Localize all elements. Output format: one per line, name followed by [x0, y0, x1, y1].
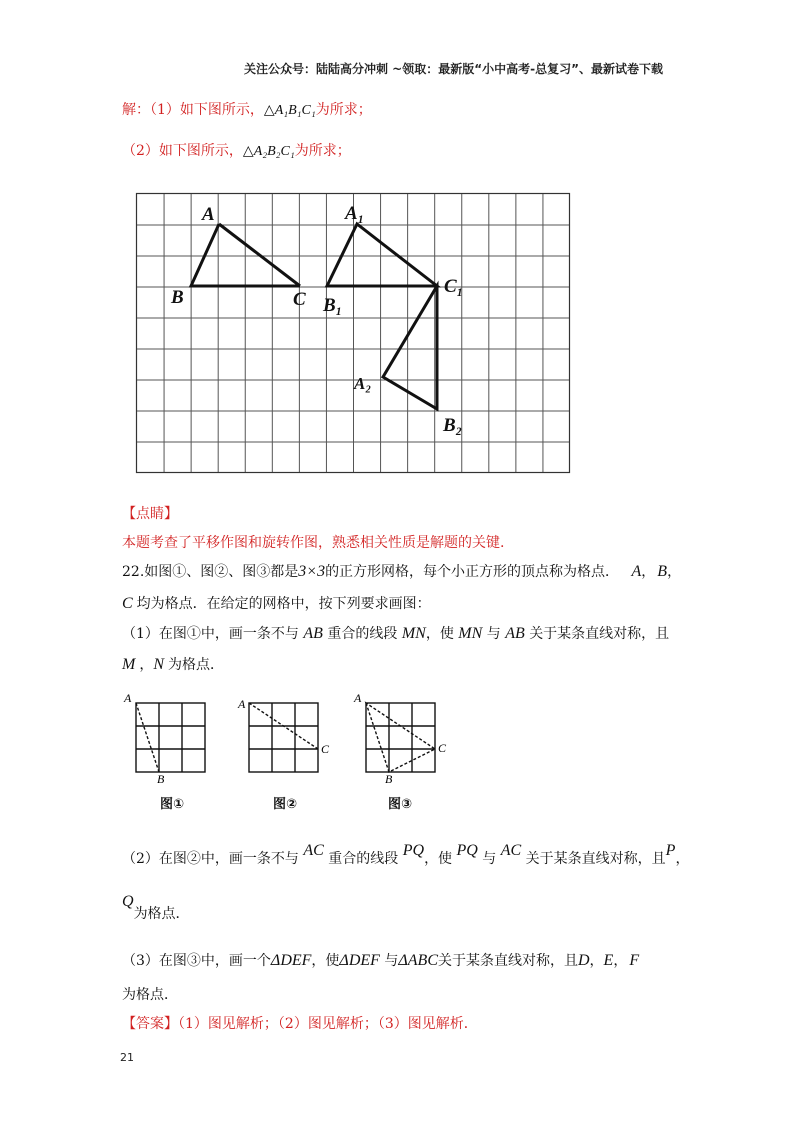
- part3-f: ，: [613, 953, 628, 969]
- part2-line-1: [122, 842, 690, 868]
- problem-grid-size: 3×3: [298, 563, 326, 580]
- label-c1: C₁: [444, 276, 464, 297]
- part2-p: P: [665, 842, 676, 859]
- problem-comma-2: ，: [667, 564, 682, 580]
- part3-def: ΔDEF: [270, 952, 312, 969]
- figure-2-label-c: C: [321, 742, 330, 756]
- part2-d: 与: [482, 851, 497, 867]
- solution-line-2-suffix: 为所求；: [294, 143, 351, 159]
- triangle-a2b2c1: [383, 286, 437, 409]
- answer-line: [122, 1013, 478, 1033]
- solution-line-2-prefix: （2）如下图所示，: [122, 143, 243, 159]
- part1-ab: AB: [303, 625, 323, 642]
- label-a2: A₂: [354, 374, 372, 393]
- figure-2: [233, 690, 343, 784]
- figure-3-label-c: C: [438, 741, 447, 755]
- figure-3-label-a: A: [354, 691, 362, 705]
- figure-1: [120, 690, 220, 784]
- solution-line-1-prefix: 解：（1）如下图所示，: [122, 102, 264, 118]
- part3-e: ，: [589, 953, 604, 969]
- part3-c: 与: [384, 953, 399, 969]
- solution-line-1-suffix: 为所求；: [315, 102, 372, 118]
- figure-3-caption: 图③: [388, 797, 413, 812]
- part1-b: 重合的线段: [327, 626, 398, 642]
- part1-mn-2: MN: [458, 625, 483, 642]
- problem-comma-1: ，: [641, 564, 656, 580]
- problem-point-b: B: [657, 563, 668, 580]
- page-header: 关注公众号：陆陆高分冲刺 ~领取：最新版“小中高考-总复习”、最新试卷下载: [244, 62, 663, 76]
- part1-c: ，使: [425, 626, 454, 642]
- part3-point-d: D: [577, 952, 590, 969]
- figure-3-label-b: B: [385, 772, 393, 784]
- solution-line-2-math: △A₂B₂C₁: [242, 144, 295, 159]
- part2-q: Q: [122, 893, 134, 910]
- label-b: B: [171, 287, 184, 308]
- label-b1: B₁: [323, 295, 343, 316]
- solution-line-2: [122, 140, 351, 160]
- figure-1-segment-ab: [136, 703, 159, 772]
- problem-point-a: A: [631, 563, 642, 580]
- figure-2-caption: 图②: [273, 797, 298, 812]
- part1-g: 为格点．: [168, 657, 224, 673]
- problem-line-1-b: 的正方形网格，每个小正方形的顶点称为格点．: [325, 564, 620, 580]
- problem-line-2-text: 均为格点．在给定的网格中，按下列要求画图：: [136, 596, 431, 612]
- part2-c: ，使: [424, 851, 453, 867]
- part2-line-2: [122, 893, 190, 922]
- part3-point-e: E: [603, 952, 614, 969]
- part1-n: N: [153, 656, 164, 673]
- part3-abc: ΔABC: [398, 952, 438, 969]
- part3-line-2: 为格点．: [122, 987, 178, 1003]
- figure-2-label-a: A: [238, 697, 246, 711]
- part2-pq-2: PQ: [456, 842, 478, 859]
- solution-line-1: [122, 99, 372, 119]
- page-number: 21: [120, 1051, 134, 1064]
- solution-line-1-math: △A₁B₁C₁: [263, 103, 316, 118]
- label-c: C: [293, 289, 306, 310]
- part2-e: 关于某条直线对称，且: [525, 851, 666, 867]
- part1-d: 与: [486, 626, 501, 642]
- figure-1-label-b: B: [157, 772, 165, 784]
- part3-a: （3）在图③中，画一个: [122, 953, 271, 969]
- part2-b: 重合的线段: [328, 851, 399, 867]
- answer-tag: 【答案】: [122, 1016, 178, 1032]
- part3-line-1: [122, 950, 639, 970]
- part1-e: 关于某条直线对称，且: [529, 626, 670, 642]
- problem-part-1-line-2: [122, 654, 224, 674]
- part1-ab-2: AB: [505, 625, 525, 642]
- part1-m: M: [122, 656, 136, 673]
- problem-point-c: C: [122, 595, 133, 612]
- label-b2: B₂: [443, 415, 463, 436]
- part2-ac-2: AC: [500, 842, 522, 859]
- part1-f: ，: [139, 657, 154, 673]
- part3-d: 关于某条直线对称，且: [437, 953, 578, 969]
- figure-3: [350, 690, 460, 784]
- part2-a: （2）在图②中，画一条不与: [122, 851, 299, 867]
- problem-line-1-a: 22.如图①、图②、图③都是: [122, 564, 299, 580]
- figure-1-caption: 图①: [160, 797, 185, 812]
- figure-1-label-a: A: [124, 691, 132, 705]
- part3-b: ，使: [311, 953, 340, 969]
- problem-line-2: [122, 593, 431, 613]
- part3-def-2: ΔDEF: [339, 952, 380, 969]
- problem-line-1: [122, 561, 681, 581]
- main-grid-figure: [125, 188, 585, 480]
- part2-g: 为格点．: [133, 906, 190, 922]
- label-a: A: [202, 204, 215, 225]
- part2-f: ，: [675, 851, 690, 867]
- part3-point-f: F: [629, 952, 640, 969]
- problem-part-1-line-1: [122, 623, 669, 643]
- part2-pq: PQ: [402, 842, 425, 859]
- part2-ac: AC: [303, 842, 324, 859]
- figure-3-triangle-abc: [366, 703, 435, 772]
- comment-tag: 【点睛】: [122, 506, 178, 522]
- answer-text: （1）图见解析；（2）图见解析；（3）图见解析．: [178, 1016, 478, 1032]
- segment-ac: [219, 224, 300, 286]
- part1-mn: MN: [401, 625, 426, 642]
- comment-text: 本题考查了平移作图和旋转作图，熟悉相关性质是解题的关键.: [122, 535, 505, 551]
- part1-a: （1）在图①中，画一条不与: [122, 626, 299, 642]
- triangle-a1b1c1: [327, 224, 437, 286]
- label-a1: A₁: [345, 203, 365, 224]
